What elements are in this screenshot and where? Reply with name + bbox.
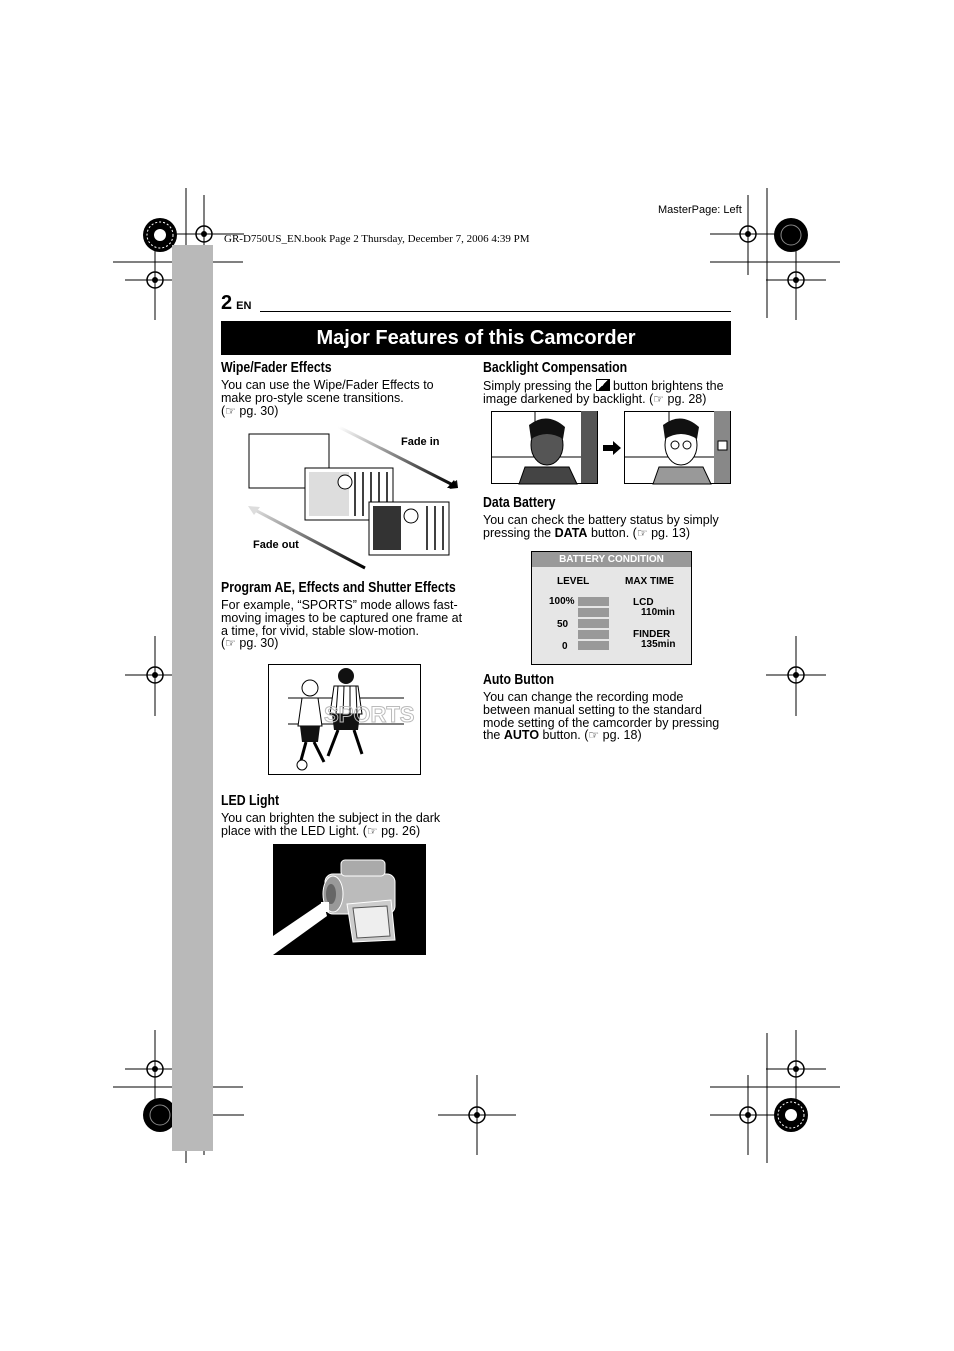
backlight-button-icon bbox=[596, 379, 610, 391]
language-code: EN bbox=[236, 300, 252, 312]
wipe-heading: Wipe/Fader Effects bbox=[221, 359, 332, 376]
print-header: GR-D750US_EN.book Page 2 Thursday, December 7, 2006 4:39 PM bbox=[224, 233, 530, 245]
fade-out-label: Fade out bbox=[253, 539, 299, 551]
battery-level-gauge bbox=[578, 597, 609, 651]
soccer-players-illustration bbox=[268, 664, 421, 775]
page-title: Major Features of this Camcorder bbox=[221, 321, 731, 355]
program-heading: Program AE, Effects and Shutter Effects bbox=[221, 579, 456, 596]
masterpage-label: MasterPage: Left bbox=[658, 204, 742, 216]
lcd-time: 110min bbox=[641, 607, 675, 618]
backlight-comparison-illustration bbox=[491, 411, 733, 485]
backlight-heading: Backlight Compensation bbox=[483, 359, 628, 376]
led-light-camcorder-illustration bbox=[273, 844, 426, 955]
battery-condition-panel bbox=[531, 551, 692, 665]
led-heading: LED Light bbox=[221, 792, 280, 809]
pointing-hand-icon: ☞ bbox=[366, 823, 378, 838]
pointing-hand-icon: ☞ bbox=[225, 636, 236, 651]
header-rule bbox=[260, 311, 731, 312]
pointing-hand-icon: ☞ bbox=[653, 391, 665, 406]
led-text: You can brighten the subject in the dark place with the LED Light. (☞ pg. 26) bbox=[221, 811, 441, 838]
data-battery-heading: Data Battery bbox=[483, 494, 556, 511]
data-battery-text: You can check the battery status by simply pressing the DATA button. (☞ pg. 13) bbox=[483, 513, 719, 540]
wipe-text: You can use the Wipe/Fader Effects to make pro-style scene transitions. (☞ pg. 30) bbox=[221, 378, 434, 418]
pointing-hand-icon: ☞ bbox=[225, 403, 236, 418]
backlight-text: Simply pressing the button brightens the image darkened by backlight. (☞ pg. 28) bbox=[483, 379, 724, 406]
lcd-label: LCD bbox=[633, 597, 654, 608]
level-50: 50 bbox=[557, 619, 569, 630]
level-0: 0 bbox=[562, 641, 568, 652]
finder-time: 135min bbox=[641, 639, 676, 650]
battery-panel-title: BATTERY CONDITION bbox=[532, 552, 691, 567]
max-time-column-label: MAX TIME bbox=[625, 576, 674, 587]
svg-text:SPORTS: SPORTS bbox=[324, 702, 415, 727]
auto-button-text: You can change the recording mode between manual setting to the standard mode setting of the camcorder by pressing the AUTO button. (☞ pg. 18) bbox=[483, 690, 720, 743]
pointing-hand-icon: ☞ bbox=[636, 525, 648, 540]
finder-label: FINDER bbox=[633, 629, 671, 640]
page-number: 2 EN bbox=[221, 292, 252, 314]
program-text: For example, “SPORTS” mode allows fast-moving images to be captured one frame at a time, for vivid, stable slow-motion. (☞ pg. 30) bbox=[221, 598, 463, 651]
gray-sidebar-tab bbox=[172, 245, 213, 1151]
level-column-label: LEVEL bbox=[557, 576, 590, 587]
level-100: 100% bbox=[549, 596, 575, 607]
auto-button-heading: Auto Button bbox=[483, 671, 555, 688]
pointing-hand-icon: ☞ bbox=[588, 728, 600, 743]
fade-in-label: Fade in bbox=[401, 436, 440, 448]
